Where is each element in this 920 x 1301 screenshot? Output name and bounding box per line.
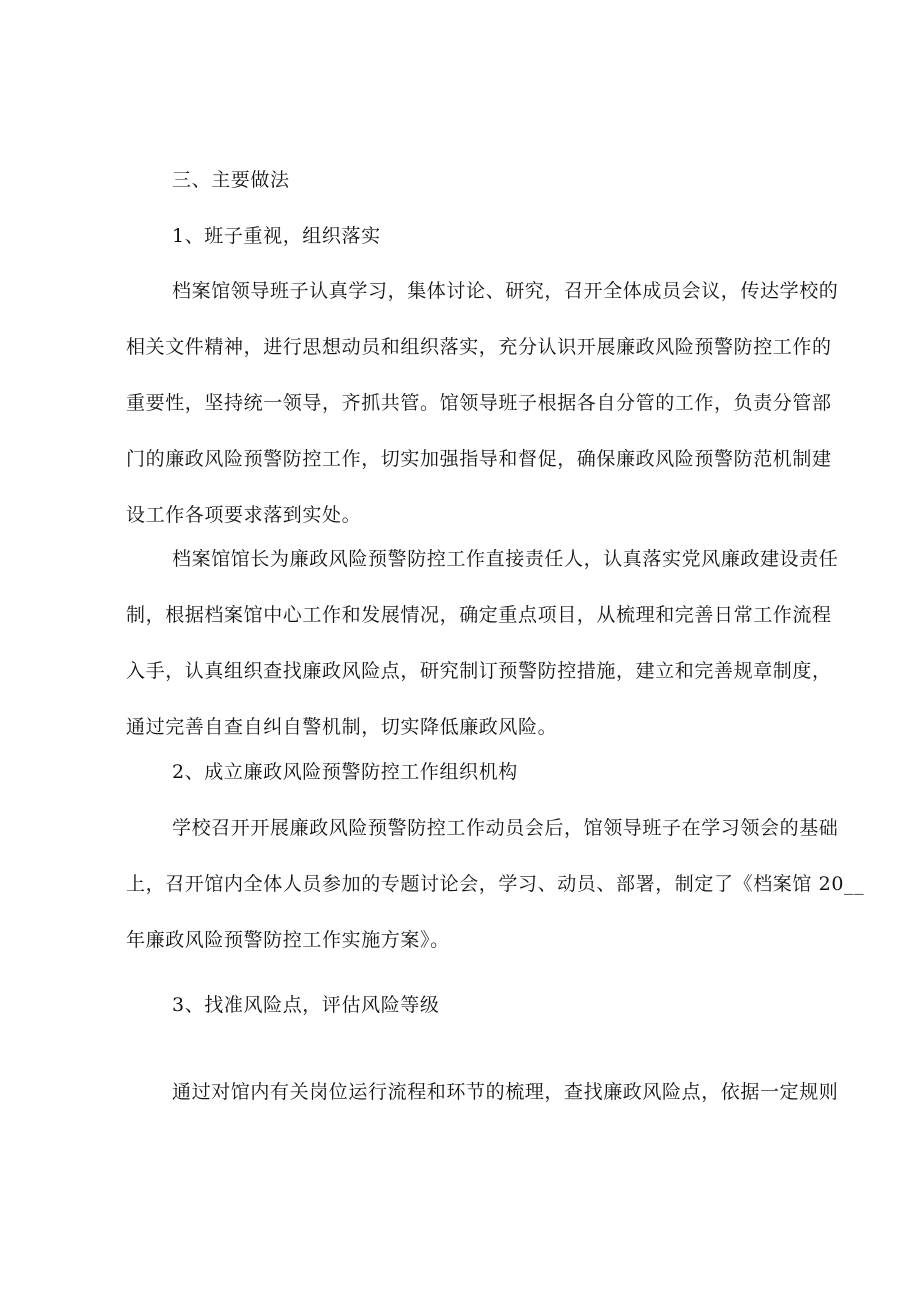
- item3-heading-block: [126, 977, 794, 1033]
- item3-paragraph: [126, 1064, 839, 1120]
- paragraph-line: 通过完善自查自纠自警机制，切实降低廉政风险。: [126, 716, 558, 738]
- item2-paragraph: [126, 800, 865, 968]
- paragraph-line: 通过对馆内有关岗位运行流程和环节的梳理，查找廉政风险点，依据一定规则: [172, 1081, 839, 1103]
- item1-heading-block: [126, 208, 794, 264]
- item1-paragraph-1: [126, 263, 839, 543]
- paragraph-line: 档案馆领导班子认真学习，集体讨论、研究，召开全体成员会议，传达学校的: [172, 280, 839, 302]
- paragraph-line: 相关文件精神，进行思想动员和组织落实，充分认识开展廉政风险预警防控工作的: [126, 336, 832, 358]
- paragraph-line: 学校召开开展廉政风险预警防控工作动员会后，馆领导班子在学习领会的基础: [172, 817, 839, 839]
- item1-heading: 1、班子重视，组织落实: [172, 225, 381, 247]
- paragraph-line: 入手，认真组织查找廉政风险点，研究制订预警防控措施，建立和完善规章制度，: [126, 660, 832, 682]
- item3-heading: 3、找准风险点，评估风险等级: [172, 994, 440, 1016]
- item2-heading: 2、成立廉政风险预警防控工作组织机构: [172, 761, 518, 783]
- paragraph-line: 档案馆馆长为廉政风险预警防控工作直接责任人，认真落实党风廉政建设责任: [172, 548, 839, 570]
- item1-paragraph-2: [126, 531, 839, 755]
- paragraph-line: 上，召开馆内全体人员参加的专题讨论会，学习、动员、部署，制定了《档案馆 20__: [126, 873, 865, 895]
- paragraph-line: 重要性，坚持统一领导，齐抓共管。馆领导班子根据各自分管的工作，负责分管部: [126, 392, 832, 414]
- paragraph-line: 年廉政风险预警防控工作实施方案》。: [126, 929, 450, 951]
- item2-heading-block: [126, 744, 794, 800]
- section-heading-block: [126, 152, 794, 208]
- paragraph-line: 制，根据档案馆中心工作和发展情况，确定重点项目，从梳理和完善日常工作流程: [126, 604, 832, 626]
- section-heading: 三、主要做法: [172, 169, 290, 191]
- paragraph-line: 设工作各项要求落到实处。: [126, 504, 362, 526]
- paragraph-line: 门的廉政风险预警防控工作，切实加强指导和督促，确保廉政风险预警防范机制建: [126, 448, 832, 470]
